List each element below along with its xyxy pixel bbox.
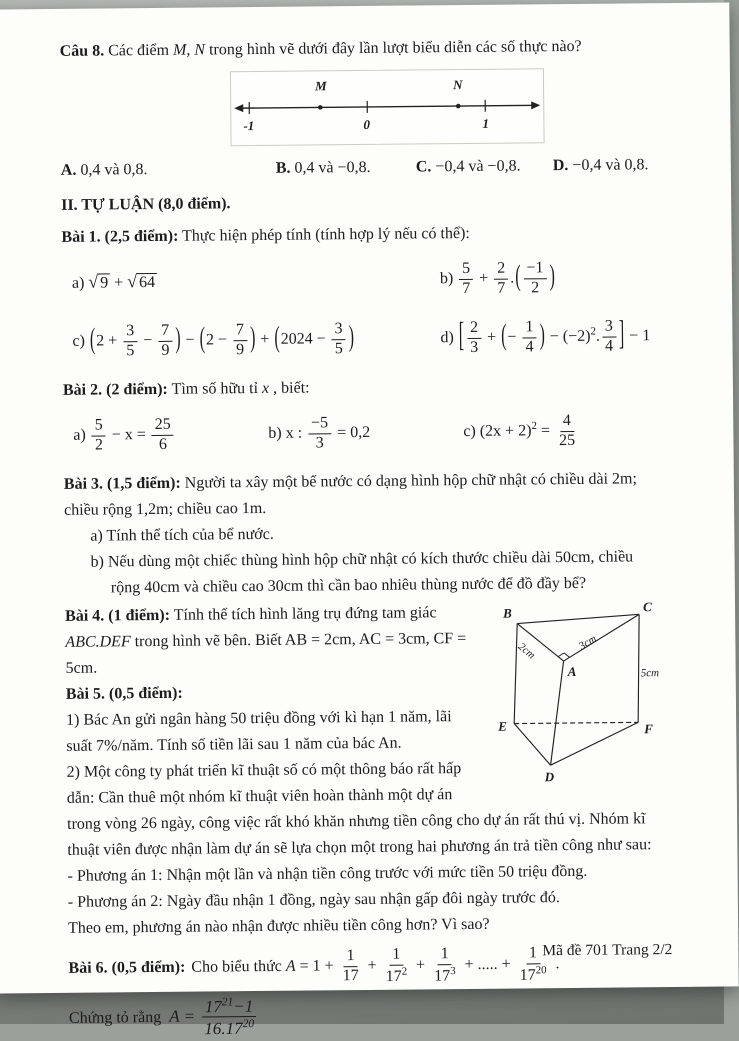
bai4-prism-name: ABC.DEF <box>65 633 130 651</box>
bai3-label: Bài 3. (1,5 điểm): <box>64 475 181 493</box>
answer-text-d: −0,4 và 0,8. <box>572 156 648 174</box>
question-8-point-names: M, N <box>173 41 205 58</box>
bai3-header <box>64 466 664 524</box>
bai6-prove-text: Chứng tỏ rằng <box>69 1005 161 1032</box>
edge-EF-hidden <box>514 722 638 723</box>
bai2-intro-2: , biết: <box>269 379 310 396</box>
edge-AD <box>550 661 565 765</box>
edge-BC <box>517 614 639 623</box>
vertex-label-F: F <box>643 721 653 736</box>
answer-text-a: 0,4 và 0,8. <box>80 161 147 179</box>
bai3-intro: Người ta xây một bể nước có dạng hình hộp chữ nhật có chiều dài 2m; chiều rộng 1,2m; chiều cao 1m. <box>64 470 637 518</box>
bai3-item-b: b) Nếu dùng một chiếc thùng hình hộp chữ nhật có kích thước chiều dài 50cm, chiều rộng 40cm và chiều cao 30cm thì cần bao nhiêu thùng nước để đồ đầy bể? <box>64 544 664 602</box>
bai6-prove-line <box>69 992 669 1040</box>
bai5-option-1: - Phương án 1: Nhận một lần và nhận tiền công trước với mức tiền 50 triệu đồng. <box>67 858 667 890</box>
page-footer: Mã đề 701 Trang 2/2 <box>542 937 672 964</box>
right-arrow-icon <box>531 101 540 109</box>
bai5-option-2: - Phương án 2: Ngày đầu nhận 1 đồng, ngày sau nhận gấp đôi ngày trước đó. <box>68 884 668 916</box>
vertex-label-C: C <box>643 599 652 614</box>
left-arrow-icon <box>234 104 243 112</box>
question-8 <box>60 33 660 65</box>
bai1-row-2 <box>62 313 662 365</box>
bai2-row <box>63 407 663 459</box>
bai3-item-a: a) Tính thể tích của bể nước. <box>64 518 664 550</box>
edge-BE <box>513 624 518 724</box>
question-8-text-2: trong hình vẽ dưới đây lần lượt biểu diễn các số thực nào? <box>205 38 582 59</box>
bai5-paragraph-2: 2) Một công ty phát triển kĩ thuật số có một thông báo rất hấp dẫn: Cần thuê một nhóm kĩ thuật viên hoàn thành một dự án trong vòng 26 ngày, công việc rất khó khăn nhưng tiền công cho dự án rất thú vị. Nhóm kĩ thuật viên được nhận làm dự án sẽ lựa chọn một trong hai phương án trả tiền công như sau: <box>66 754 667 864</box>
bai5-label: Bài 5. (0,5 điểm): <box>66 685 183 703</box>
bai4-text-1: Tính thể tích hình lăng trụ đứng tam giác <box>174 604 437 624</box>
bai6-prove-math: A = $\frac{17^{21}-1}{16.17^{20}}$ <box>169 996 259 1039</box>
bai1-item-a: a) √ 9 + √ 64 <box>72 269 440 294</box>
edge-ED <box>514 723 550 765</box>
number-line-axis <box>236 105 538 108</box>
vertex-label-D: D <box>544 769 555 784</box>
section-2-title: II. TỰ LUẬN (8,0 điểm). <box>61 187 661 219</box>
bai4-text-2: trong hình vẽ bên. Biết AB = 2cm, AC = 3cm, CF = 5cm. <box>66 630 467 677</box>
point-M-label: M <box>314 78 327 93</box>
bai1-header <box>61 219 661 251</box>
dim-label-5cm: 5cm <box>641 667 659 679</box>
answer-key-c: C. <box>416 158 432 175</box>
right-angle-mark <box>558 653 569 658</box>
answer-text-b: 0,4 và −0,8. <box>294 159 370 177</box>
answer-option-a <box>61 156 276 184</box>
bai2-item-c: c) $(2x + 2)^2$ = $\frac{4}{25}$ <box>463 413 580 451</box>
tick-label-zero: 0 <box>363 117 370 132</box>
bai2-item-b: b) x : $\frac{-5}{3}$ = 0,2 <box>268 414 463 452</box>
answer-option-b <box>276 154 416 181</box>
bai1-item-d: d) [ $\frac{2}{3}$ + (− $\frac{1}{4}$ ) − $(-2)^2$. $\frac{3}{4}$ ] − 1 <box>440 318 650 357</box>
bai4-label: Bài 4. (1 điểm): <box>65 607 170 625</box>
bai2-label: Bài 2. (2 điểm): <box>63 381 168 399</box>
edge-AC <box>563 614 639 661</box>
bai6-label: Bài 6. (0,5 điểm): <box>68 955 185 982</box>
tick-label-minus-one: -1 <box>243 118 254 133</box>
prism-figure <box>479 598 667 806</box>
bai6-expression: Cho biểu thức A = 1 + $\frac{1}{17}$ + $\frac{1}{17^2}$ + $\frac{1}{17^3}$ + ..... + $\frac{1}{17^{20}}$ . <box>191 945 559 987</box>
point-N-dot <box>456 104 461 109</box>
bai5-paragraph-1: 1) Bác An gửi ngân hàng 50 triệu đồng với kì hạn 1 năm, lãi suất 7%/năm. Tính số tiền lãi sau 1 năm của bác An. <box>66 702 666 760</box>
bai1-item-b: b) $\frac{5}{7}$ + $\frac{2}{7}$ .( $\frac{-1}{2}$ ) <box>440 260 556 298</box>
vertex-label-E: E <box>497 719 507 734</box>
number-line-figure <box>230 68 545 146</box>
number-line-svg <box>231 74 544 135</box>
vertex-label-B: B <box>502 606 512 621</box>
bai1-label: Bài 1. (2,5 điểm): <box>61 228 178 246</box>
tick-label-one: 1 <box>482 116 489 131</box>
bai1-item-c: c) (2 + $\frac{3}{5}$ − $\frac{7}{9}$ ) − (2 − $\frac{7}{9}$ ) + (2024 − $\frac{3}{5}$ ) <box>72 320 440 360</box>
dim-label-3cm: 3cm <box>576 633 599 653</box>
answer-text-c: −0,4 và −0,8. <box>435 157 520 175</box>
vertex-label-A: A <box>567 664 577 679</box>
question-8-label: Câu 8. <box>60 42 105 59</box>
answer-key-a: A. <box>61 162 77 179</box>
bai2-variable: x <box>262 380 269 397</box>
answer-option-d <box>553 152 661 179</box>
answer-option-c <box>416 153 553 180</box>
bai1-row-1 <box>62 254 662 306</box>
bai2-header <box>63 372 663 404</box>
bai5-question: Theo em, phương án nào nhận được nhiều tiền công hơn? Vì sao? <box>68 910 668 942</box>
dim-label-2cm: 2cm <box>516 641 538 662</box>
answer-key-b: B. <box>276 160 291 177</box>
bai4-bai5-block <box>65 598 668 942</box>
question-8-text-1: Các điểm <box>108 42 173 60</box>
bai2-item-a: a) $\frac{5}{2}$ − x = $\frac{25}{6}$ <box>73 416 268 454</box>
exam-paper <box>0 2 739 993</box>
answer-key-d: D. <box>553 157 569 174</box>
point-N-label: N <box>452 77 463 92</box>
point-M-dot <box>318 105 323 110</box>
bai1-intro: Thực hiện phép tính (tính hợp lý nếu có thể): <box>182 225 470 245</box>
bai2-intro-1: Tìm số hữu tỉ <box>171 380 262 398</box>
answer-options <box>61 152 661 184</box>
prism-svg <box>487 598 667 790</box>
edge-DF <box>550 722 638 765</box>
